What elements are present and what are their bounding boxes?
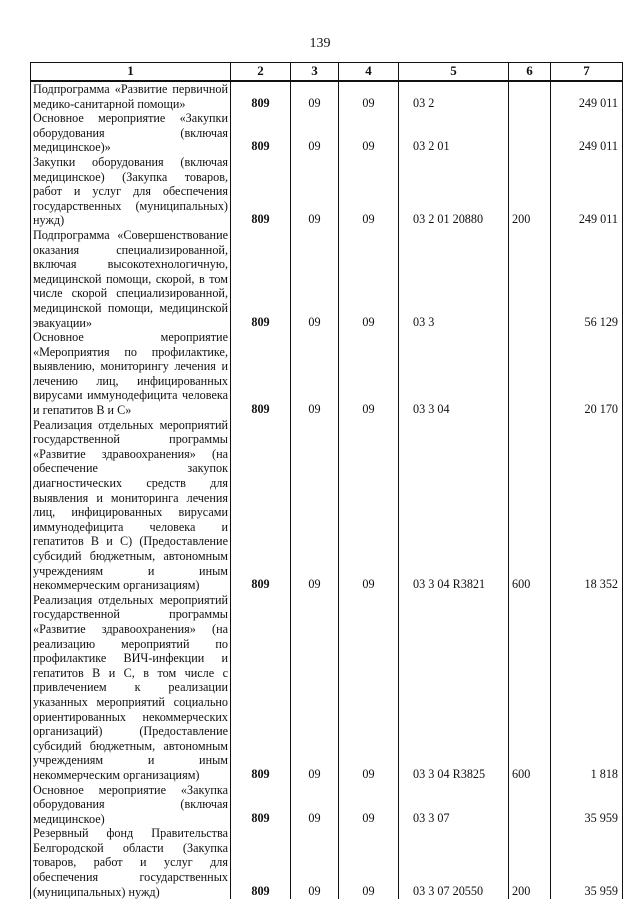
row-rz: 09: [291, 330, 339, 418]
row-ved: 809: [231, 81, 291, 111]
table-row: [31, 81, 623, 111]
row-sum: 18 352: [551, 418, 623, 593]
row-csr: 03 2 01 20880: [399, 155, 509, 228]
row-name: Подпрограмма «Развитие первичной медико-санитарной помощи»: [31, 81, 231, 111]
header-col-4: 4: [339, 63, 399, 82]
row-ved: 809: [231, 330, 291, 418]
row-csr: 03 3 04 R3825: [399, 593, 509, 783]
header-col-2: 2: [231, 63, 291, 82]
row-sum: 1 818: [551, 593, 623, 783]
row-rz: 09: [291, 418, 339, 593]
table-row: [31, 155, 623, 228]
row-pr: 09: [339, 228, 399, 330]
row-rz: 09: [291, 111, 339, 155]
row-rz: 09: [291, 783, 339, 827]
row-rz: 09: [291, 228, 339, 330]
row-vr: [509, 81, 551, 111]
row-pr: 09: [339, 330, 399, 418]
row-vr: [509, 783, 551, 827]
row-name: Основное мероприятие «Мероприятия по профилактике, выявлению, мониторингу лечения и лечению лиц, инфицированных вирусами иммунодефицита человека и гепатитов В и С»: [31, 330, 231, 418]
table-row: [31, 826, 623, 899]
row-pr: 09: [339, 418, 399, 593]
table-row: [31, 228, 623, 330]
row-pr: 09: [339, 111, 399, 155]
row-rz: 09: [291, 593, 339, 783]
row-name: Реализация отдельных мероприятий государственной программы «Развитие здравоохранения» (на реализацию мероприятий по профилактике ВИЧ-инфекции и гепатитов В и С, в том числе с привлечением к реализации указанных мероприятий социально ориентированных некоммерческих организаций) (Предоставление субсидий бюджетным, автономным учреждениям и иным некоммерческим организациям): [31, 593, 231, 783]
row-name: Закупки оборудования (включая медицинское) (Закупка товаров, работ и услуг для обеспечения государственных (муниципальных) нужд): [31, 155, 231, 228]
table-row: [31, 330, 623, 418]
header-col-5: 5: [399, 63, 509, 82]
table-row: [31, 783, 623, 827]
header-col-6: 6: [509, 63, 551, 82]
row-pr: 09: [339, 593, 399, 783]
row-vr: 200: [509, 155, 551, 228]
table-row: [31, 593, 623, 783]
header-col-7: 7: [551, 63, 623, 82]
table-row: [31, 111, 623, 155]
row-name: Реализация отдельных мероприятий государственной программы «Развитие здравоохранения» (на обеспечение закупок диагностических средств для выявления и мониторинга лечения лиц, инфицированных вирусами иммунодефицита человека и гепатитов В и С) (Предоставление субсидий бюджетным, автономным учреждениям и иным некоммерческим организациям): [31, 418, 231, 593]
row-name: Основное мероприятие «Закупка оборудования (включая медицинское): [31, 783, 231, 827]
row-csr: 03 2 01: [399, 111, 509, 155]
row-sum: 35 959: [551, 783, 623, 827]
row-vr: 200: [509, 826, 551, 899]
row-vr: 600: [509, 593, 551, 783]
row-ved: 809: [231, 783, 291, 827]
table-row: [31, 418, 623, 593]
row-csr: 03 3 04 R3821: [399, 418, 509, 593]
row-vr: [509, 111, 551, 155]
row-pr: 09: [339, 783, 399, 827]
row-ved: 809: [231, 228, 291, 330]
row-name: Резервный фонд Правительства Белгородской области (Закупка товаров, работ и услуг для обеспечения государственных (муниципальных) нужд): [31, 826, 231, 899]
row-ved: 809: [231, 111, 291, 155]
row-pr: 09: [339, 826, 399, 899]
row-sum: 56 129: [551, 228, 623, 330]
budget-table: [30, 62, 623, 899]
header-col-3: 3: [291, 63, 339, 82]
row-csr: 03 3 07: [399, 783, 509, 827]
row-csr: 03 3 07 20550: [399, 826, 509, 899]
row-rz: 09: [291, 155, 339, 228]
row-vr: [509, 330, 551, 418]
header-row: [31, 63, 623, 82]
row-sum: 249 011: [551, 81, 623, 111]
row-ved: 809: [231, 593, 291, 783]
row-rz: 09: [291, 826, 339, 899]
row-pr: 09: [339, 155, 399, 228]
row-name: Подпрограмма «Совершенствование оказания специализированной, включая высокотехнологичную, медицинской помощи, скорой, в том числе скорой специализированной, медицинской помощи, медицинской эвакуации»: [31, 228, 231, 330]
row-sum: 249 011: [551, 155, 623, 228]
row-ved: 809: [231, 155, 291, 228]
row-csr: 03 2: [399, 81, 509, 111]
row-sum: 35 959: [551, 826, 623, 899]
row-sum: 20 170: [551, 330, 623, 418]
row-name: Основное мероприятие «Закупки оборудования (включая медицинское)»: [31, 111, 231, 155]
row-sum: 249 011: [551, 111, 623, 155]
row-pr: 09: [339, 81, 399, 111]
row-rz: 09: [291, 81, 339, 111]
page-number: 139: [309, 36, 331, 51]
row-csr: 03 3: [399, 228, 509, 330]
row-ved: 809: [231, 418, 291, 593]
row-vr: 600: [509, 418, 551, 593]
row-ved: 809: [231, 826, 291, 899]
row-csr: 03 3 04: [399, 330, 509, 418]
row-vr: [509, 228, 551, 330]
header-col-1: 1: [31, 63, 231, 82]
